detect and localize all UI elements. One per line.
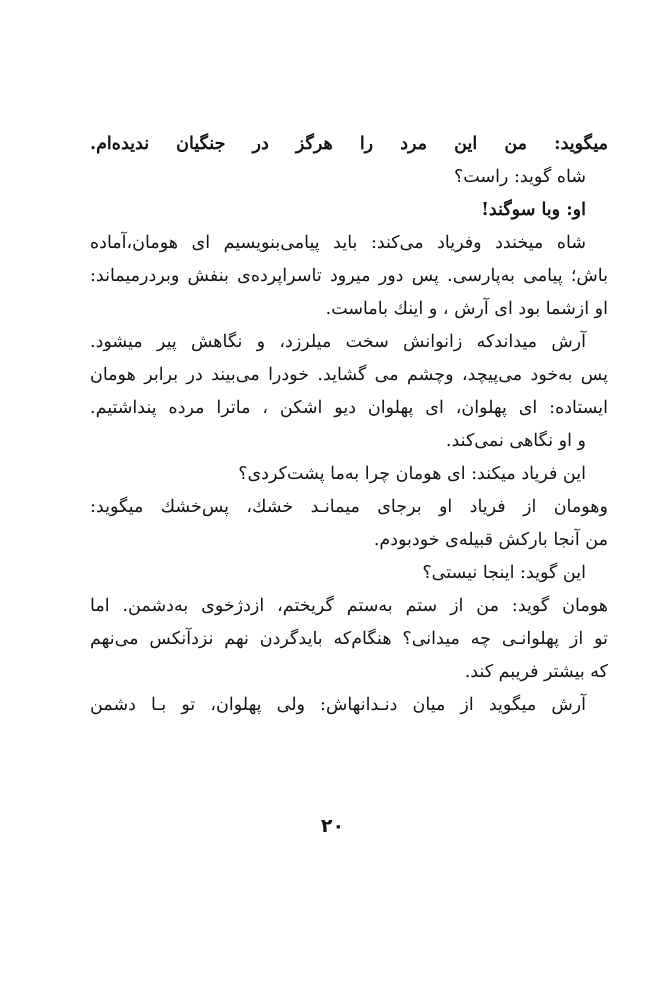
text-line: من آنجا بارکش قبیله‌ی خودبودم. xyxy=(373,530,608,550)
text-line: آرش میگوید از میان دنـدانهاش: ولی پهلوان، تو بـا دشمن xyxy=(90,695,586,715)
text-line: که بیشتر فریبم کند. xyxy=(464,662,608,682)
text-line: او: وبا سوگند! xyxy=(481,200,586,220)
text-line: ایستاده: ای پهلوان، ای پهلوان دیو اشکن ، ماترا مرده پنداشتیم. xyxy=(90,398,608,418)
text-line: شاه گوید: راست؟ xyxy=(453,167,586,187)
text-line: پس به‌خود می‌پیچد، وچشم می گشاید. خودرا می‌بیند در برابر هومان xyxy=(90,365,608,385)
text-line: آرش میداندکه زانوانش سخت میلرزد، و نگاهش پیر میشود. xyxy=(90,332,586,352)
text-line: باش؛ پیامی به‌پارسی. پس دور میرود تاسراپرده‌ی بنفش وبردرمیماند: xyxy=(90,266,608,286)
page-number: ۲۰ xyxy=(320,815,345,837)
text-line: شاه میخندد وفریاد می‌کند: باید پیامی‌بنویسیم ای هومان،آماده xyxy=(90,233,586,253)
text-line: هومان گوید: من از ستم به‌ستم گریختم، ازدژخوی به‌دشمن. اما xyxy=(90,596,608,616)
text-line: و او نگاهی نمی‌کند. xyxy=(445,431,586,451)
text-line: این گوید: اینجا نیستی؟ xyxy=(422,563,586,583)
text-line: این فریاد میکند: ای هومان چرا به‌ما پشت‌کردی؟ xyxy=(238,464,586,484)
text-line: وهومان از فریاد او برجای میمانـد خشك، پس‌خشك میگوید: xyxy=(90,497,608,517)
text-line: میگوید: من این مرد را هرگز در جنگیان ندیده‌ام. xyxy=(90,134,608,154)
body-text xyxy=(90,128,608,722)
text-line: تو از پهلوانـی چه میدانی؟ هنگام‌که بایدگردن نهم نزدآنکس می‌نهم xyxy=(90,629,608,649)
text-line: او ازشما بود ای آرش ، و اینك باماست. xyxy=(325,299,608,319)
